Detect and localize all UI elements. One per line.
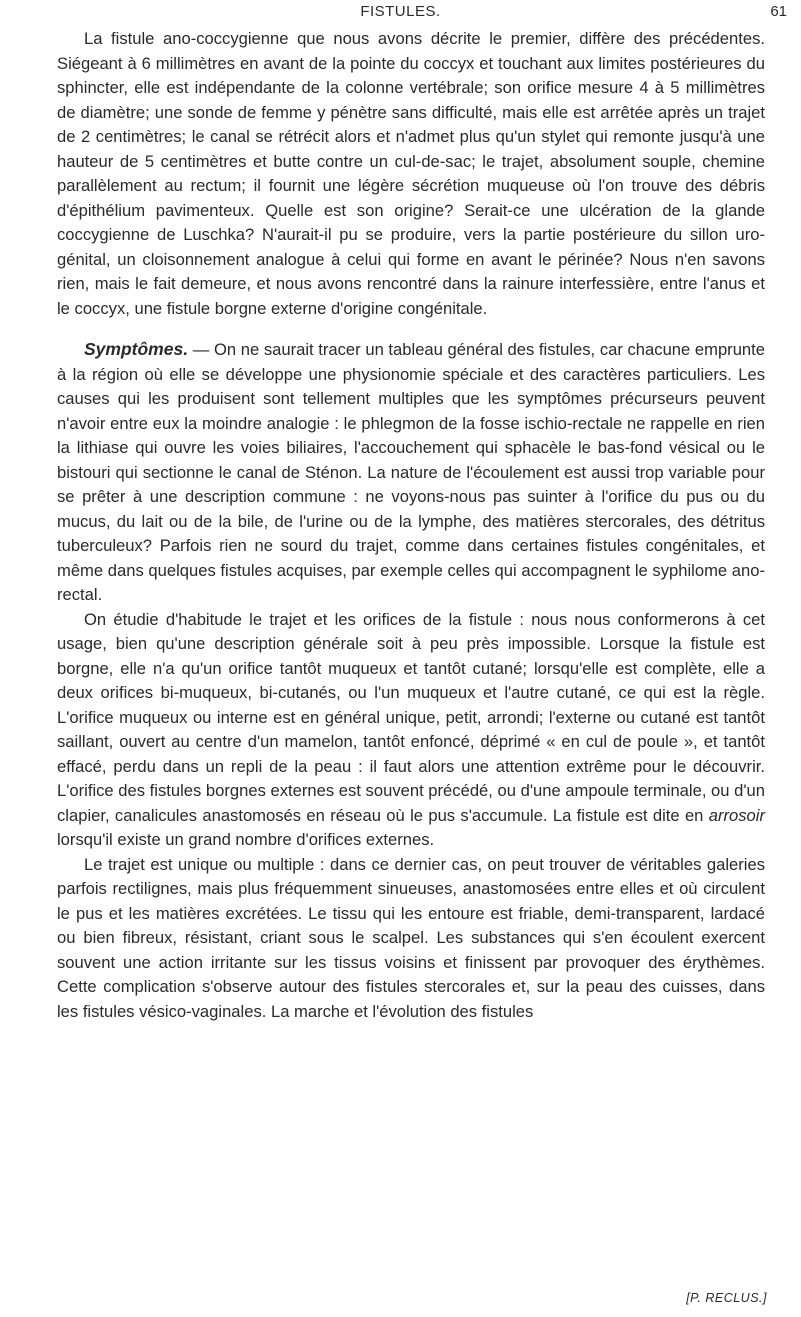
paragraph-orifices-end: lorsqu'il existe un grand nombre d'orifices externes. xyxy=(57,830,435,849)
paragraph-symptomes xyxy=(57,337,765,608)
paragraph-trajet: Le trajet est unique ou multiple : dans ce dernier cas, on peut trouver de véritables galeries parfois rectilignes, mais plus fréquemment sinueuses, anastomosées entre elles et où circulent le pus et les matières excrétées. Le tissu qui les entoure est friable, demi-transparent, lardacé ou bien fibreux, résistant, criant sous le scalpel. Les substances qui s'en écoulent exercent souvent une action irritante sur les tissus voisins et finissent par provoquer des érythèmes. Cette complication s'observe autour des fistules stercorales et, sur la peau des cuisses, dans les fistules vésico-vaginales. La marche et l'évolution des fistules xyxy=(57,854,765,1021)
body-text xyxy=(57,27,765,1024)
paragraph-symptomes-body: — On ne saurait tracer un tableau général des fistules, car chacune emprunte à la région où elle se développe une physionomie spéciale et des caractères particuliers. Les causes qui les produisent sont tellement multiples que les symptômes précurseurs peuvent n'avoir entre eux la moindre analogie : le phlegmon de la fosse ischio-rectale ne rappelle en rien la lithiase qui ouvre les voies biliaires, l'accouchement qui sphacèle le bas-fond vésical ou le bistouri qui sectionne le canal de Sténon. La nature de l'écoulement est aussi trop variable pour se prêter à une description commune : ne voyons-nous pas suinter à l'orifice du pus ou du mucus, du lait ou de la bile, de l'urine ou de la lymphe, des matières stercorales, des détritus tuberculeux? Parfois rien ne sourd du trajet, comme dans certaines fistules congénitales, et même dans quelques fistules acquises, par exemple celles qui accompagnent le syphilome ano-rectal. xyxy=(57,340,765,604)
author-signature: [P. RECLUS.] xyxy=(686,1291,767,1305)
page-number: 61 xyxy=(770,3,787,20)
paragraph-orifices xyxy=(57,608,765,853)
running-title: FISTULES. xyxy=(360,3,441,20)
paragraph-orifices-text: On étudie d'habitude le trajet et les orifices de la fistule : nous nous conformerons à cet usage, bien qu'une description générale soit à peu près impossible. Lorsque la fistule est borgne, elle n'a qu'un orifice tantôt muqueux et tantôt cutané; lorsqu'elle est complète, elle a deux orifices bi-muqueux, bi-cutanés, ou l'un muqueux et l'autre cutané, ce qui est la règle. L'orifice muqueux ou interne est en général unique, petit, arrondi; l'externe ou cutané est tantôt saillant, ouvert au centre d'un mamelon, tantôt enfoncé, déprimé « en cul de poule », et tantôt effacé, perdu dans un repli de la peau : il faut alors une attention extrême pour le découvrir. L'orifice des fistules borgnes externes est souvent précédé, ou d'une ampoule terminale, ou d'un clapier, canalicules anastomosés en réseau où le pus s'accumule. La fistule est dite en xyxy=(57,609,765,825)
section-heading-symptomes: Symptômes. xyxy=(84,339,189,359)
paragraph-ano-coccygienne: La fistule ano-coccygienne que nous avons décrite le premier, diffère des précédentes. Siégeant à 6 millimètres en avant de la pointe du coccyx et touchant aux limites postérieures du sphincter, elle est indépendante de la colonne vertébrale; son orifice mesure 4 à 5 millimètres de diamètre; une sonde de femme y pénètre sans difficulté, mais elle est arrêtée après un trajet de 2 centimètres; le canal se rétrécit alors et n'admet plus qu'un stylet qui remonte jusqu'à une hauteur de 5 centimètres et butte contre un cul-de-sac; le trajet, absolument souple, chemine parallèlement au rectum; il fournit une légère sécrétion muqueuse où l'on trouve des débris d'épithélium pavimenteux. Quelle est son origine? Serait-ce une ulcération de la glande coccygienne de Luschka? N'aurait-il pu se produire, vers la partie postérieure du sillon uro-génital, un cloisonnement analogue à celui qui forme en avant le périnée? Nous n'en savons rien, mais le fait demeure, et nous avons rencontré dans la rainure interfessière, entre l'anus et le coccyx, une fistule borgne externe d'origine congénitale. xyxy=(57,29,765,318)
italic-term-arrosoir: arrosoir xyxy=(708,805,765,825)
